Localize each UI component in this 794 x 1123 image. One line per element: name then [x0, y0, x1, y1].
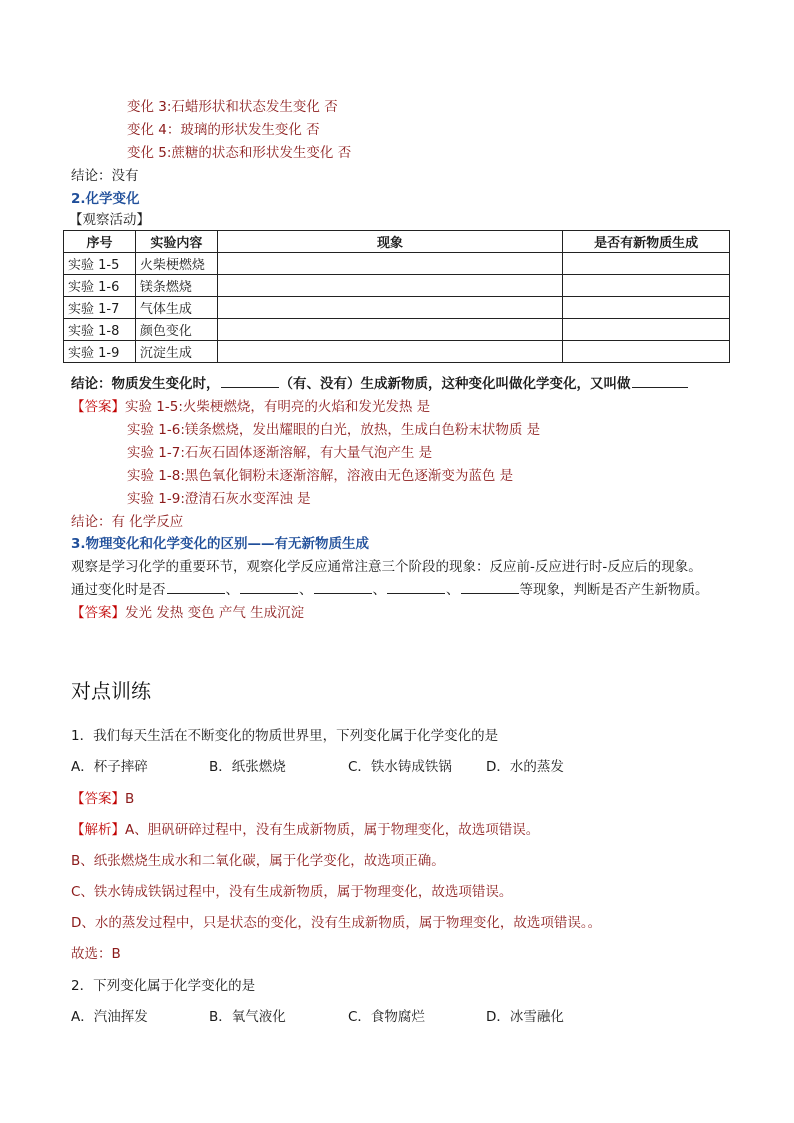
cell-content: 颜色变化 — [135, 319, 217, 341]
answer-value: B — [125, 791, 135, 807]
observe-activity-label: 【观察活动】 — [69, 212, 150, 228]
analysis-line: D、水的蒸发过程中，只是状态的变化，没有生成新物质，属于物理变化，故选项错误。。 — [71, 915, 602, 931]
answer-line: 实验 1-6:镁条燃烧，发出耀眼的白光，放热，生成白色粉末状物质 是 — [127, 422, 541, 438]
q1-choice: 故选：B — [71, 946, 121, 962]
observation-table — [63, 230, 730, 363]
q2-option-a[interactable]: A．汽油挥发 — [71, 1009, 148, 1025]
cell-index: 实验 1-8 — [64, 319, 136, 341]
cell-content: 火柴梗燃烧 — [135, 253, 217, 275]
q1-option-c[interactable]: C．铁水铸成铁锅 — [348, 759, 452, 775]
table-header-row — [64, 231, 730, 253]
q2-option-c[interactable]: C．食物腐烂 — [348, 1009, 425, 1025]
answer-line: 实验 1-5:火柴梗燃烧，有明亮的火焰和发光发热 是 — [125, 399, 431, 415]
analysis-line: A、胆矾研碎过程中，没有生成新物质，属于物理变化，故选项错误。 — [125, 822, 540, 838]
answer-line: 实验 1-7:石灰石固体逐渐溶解，有大量气泡产生 是 — [127, 445, 433, 461]
cell-content: 沉淀生成 — [135, 341, 217, 363]
answer-text: 发光 发热 变色 产气 生成沉淀 — [125, 605, 305, 621]
change-3-line: 变化 3:石蜡形状和状态发生变化 否 — [127, 99, 338, 115]
cell-phenomenon — [217, 319, 562, 341]
answer-tag: 【答案】 — [71, 605, 125, 621]
table-row — [64, 297, 730, 319]
cell-phenomenon — [217, 341, 562, 363]
analysis-tag: 【解析】 — [71, 822, 125, 838]
fill-blank[interactable] — [240, 580, 298, 594]
cell-content: 气体生成 — [135, 297, 217, 319]
cell-content: 镁条燃烧 — [135, 275, 217, 297]
cell-index: 实验 1-6 — [64, 275, 136, 297]
question-1-stem: 1．我们每天生活在不断变化的物质世界里，下列变化属于化学变化的是 — [71, 728, 499, 744]
cell-index: 实验 1-7 — [64, 297, 136, 319]
cell-phenomenon — [217, 253, 562, 275]
question-2-stem: 2．下列变化属于化学变化的是 — [71, 978, 256, 994]
conclusion-2-part1: 结论：物质发生变化时， — [71, 376, 220, 392]
change-4-line: 变化 4：玻璃的形状发生变化 否 — [127, 122, 320, 138]
fill-blank[interactable] — [461, 580, 519, 594]
change-5-line: 变化 5:蔗糖的状态和形状发生变化 否 — [127, 145, 352, 161]
answer-line: 实验 1-9:澄清石灰水变浑浊 是 — [127, 491, 311, 507]
paragraph-blanks — [71, 578, 709, 598]
fill-blank[interactable] — [221, 374, 279, 388]
answer-tag: 【答案】 — [71, 791, 125, 807]
header-index: 序号 — [64, 231, 136, 253]
q1-option-b[interactable]: B．纸张燃烧 — [209, 759, 286, 775]
separator: 、 — [446, 582, 460, 598]
cell-new-substance — [563, 253, 730, 275]
table-row — [64, 253, 730, 275]
cell-new-substance — [563, 319, 730, 341]
fill-blank[interactable] — [632, 374, 688, 388]
fill-blank[interactable] — [314, 580, 372, 594]
table-row — [64, 341, 730, 363]
cell-index: 实验 1-9 — [64, 341, 136, 363]
cell-new-substance — [563, 275, 730, 297]
cell-index: 实验 1-5 — [64, 253, 136, 275]
answer-line: 实验 1-8:黑色氧化铜粉末逐渐溶解，溶液由无色逐渐变为蓝色 是 — [127, 468, 514, 484]
heading-difference: 3.物理变化和化学变化的区别——有无新物质生成 — [71, 536, 370, 552]
answer-1-first — [71, 395, 430, 415]
q1-answer — [71, 787, 134, 807]
analysis-line: B、纸张燃烧生成水和二氧化碳，属于化学变化，故选项正确。 — [71, 853, 445, 869]
header-content: 实验内容 — [135, 231, 217, 253]
cell-phenomenon — [217, 297, 562, 319]
separator: 、 — [299, 582, 313, 598]
answer-tag: 【答案】 — [71, 399, 125, 415]
conclusion-2 — [71, 372, 689, 392]
table-row — [64, 319, 730, 341]
q1-analysis-first — [71, 818, 539, 838]
cell-phenomenon — [217, 275, 562, 297]
section-title: 对点训练 — [71, 679, 151, 703]
q2-option-b[interactable]: B．氧气液化 — [209, 1009, 286, 1025]
conclusion-1: 结论：没有 — [71, 168, 139, 184]
paragraph-observation: 观察是学习化学的重要环节，观察化学反应通常注意三个阶段的现象：反应前-反应进行时-反应后的现象。 — [71, 559, 702, 575]
fill-blank[interactable] — [167, 580, 225, 594]
header-phenomenon: 现象 — [217, 231, 562, 253]
separator: 、 — [225, 582, 239, 598]
q2-option-d[interactable]: D．冰雪融化 — [486, 1009, 564, 1025]
cell-new-substance — [563, 341, 730, 363]
q1-option-d[interactable]: D．水的蒸发 — [486, 759, 564, 775]
header-new-substance: 是否有新物质生成 — [563, 231, 730, 253]
conclusion-2-part2: （有、没有）生成新物质，这种变化叫做化学变化，又叫做 — [279, 376, 631, 392]
table-row — [64, 275, 730, 297]
fill-blank[interactable] — [387, 580, 445, 594]
conclusion-3: 结论：有 化学反应 — [71, 514, 184, 530]
q1-option-a[interactable]: A．杯子摔碎 — [71, 759, 148, 775]
para-tail: 等现象，判断是否产生新物质。 — [519, 582, 709, 598]
cell-new-substance — [563, 297, 730, 319]
para-lead: 通过变化时是否 — [71, 582, 166, 598]
heading-chemical-change: 2.化学变化 — [71, 191, 140, 207]
separator: 、 — [372, 582, 386, 598]
analysis-line: C、铁水铸成铁锅过程中，没有生成新物质，属于物理变化，故选项错误。 — [71, 884, 513, 900]
answer-2 — [71, 601, 304, 621]
